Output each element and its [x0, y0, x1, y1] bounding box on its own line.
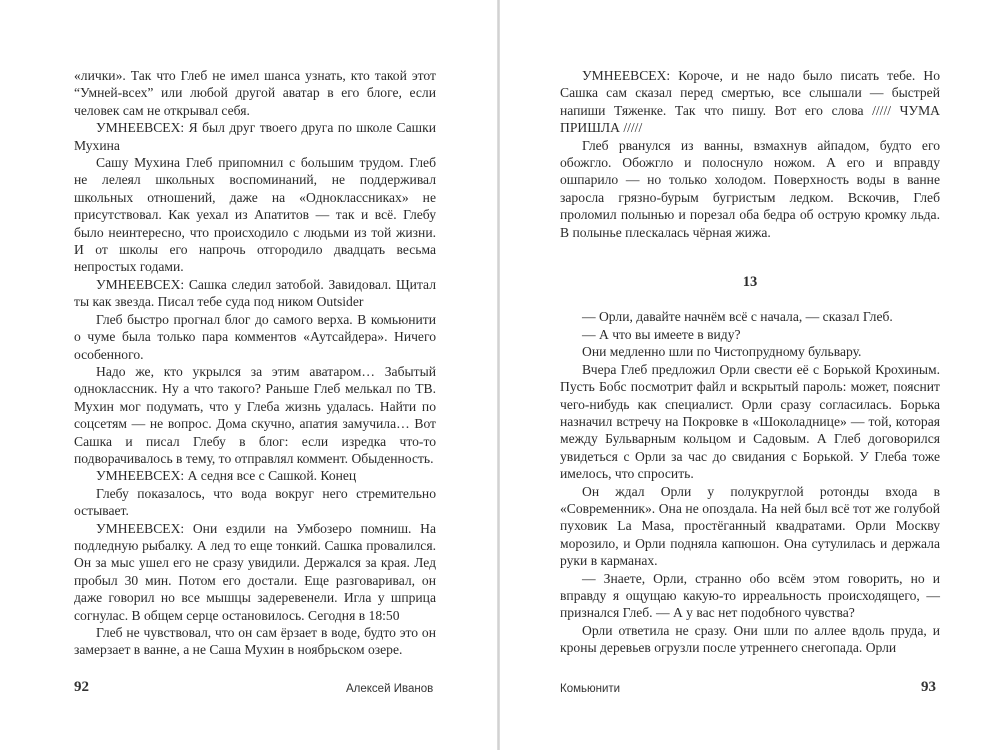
left-page-number: 92: [74, 679, 89, 695]
book-gutter: [497, 0, 500, 750]
paragraph: УМНЕЕВСЕХ: Короче, и не надо было писать тебе. Но Сашка сам сказал перед смертью, все слышали — быстрей напиши Тяженке. Так что пишу. Вот его слова ///// ЧУМА ПРИШЛА /////: [560, 68, 940, 136]
paragraph: Глеб не чувствовал, что он сам ёрзает в воде, будто это он замерзает в ванне, а не Саша Мухин в ноябрьском озере.: [74, 625, 436, 658]
paragraph: УМНЕЕВСЕХ: А седня все с Сашкой. Конец: [96, 468, 357, 484]
paragraph: Надо же, кто укрылся за этим аватаром… Забытый одноклассник. Ну а что такого? Раньше Глеб мелькал по ТВ. Мухин мог подумать, что у Глеба жизнь удалась. Найти по соцсетям — не вопрос. Дома скучно, апатия замучила… Вот Сашка и писал Глебу в блог: если изредка что-то подворачивалось в тему, то отправлял коммент. Обыденность.: [74, 363, 436, 466]
right-page: [560, 67, 940, 657]
paragraph: «лички». Так что Глеб не имел шанса узнать, кто такой этот “Умней-всех” или любой другой аватар в его блоге, если человек сам не открывал себя.: [74, 68, 436, 118]
paragraph: Глеб быстро прогнал блог до самого верха. В комьюнити о чуме была только пара комментов «Аутсайдера». Ничего особенного.: [74, 311, 436, 362]
paragraph: Они медленно шли по Чистопрудному бульвару.: [582, 344, 862, 360]
paragraph: Орли ответила не сразу. Они шли по аллее вдоль пруда, и кроны деревьев огрузли после утреннего снегопада. Орли: [560, 622, 940, 656]
right-page-number: 93: [921, 679, 936, 695]
paragraph: Глебу показалось, что вода вокруг него стремительно остывает.: [74, 485, 436, 519]
paragraph: Сашу Мухина Глеб припомнил с большим трудом. Глеб не лелеял школьных воспоминаний, не поддерживал школьных отношений, даже на «Одноклассниках» не присутствовал. Как уехал из Апатитов — так и всё. Глебу было неинтересно, что происходило с людьми из той жизни. И от школы его напрочь отгородило двадцать весьма непростых годами.: [74, 155, 436, 275]
paragraph: — А что вы имеете в виду?: [582, 326, 741, 342]
paragraph: Вчера Глеб предложил Орли свести её с Борькой Крохиным. Пусть Бобс посмотрит файл и вскрытый пароль: может, пояснит чего-нибудь как специалист. Орли сразу согласилась. Борька назначил встречу на Покровке в «Шоколаднице» — той, которая между Бульварным кольцом и Садовым. А Глеб договорился увидеться с Орли за час до свидания с Борькой. У Глеба тоже имелось, что спросить.: [560, 361, 940, 482]
left-page: [74, 67, 436, 659]
chapter-number: 13: [742, 274, 758, 291]
left-running-head: Алексей Иванов: [346, 683, 434, 695]
paragraph: УМНЕЕВСЕХ: Они ездили на Умбозеро помниш. На подледную рыбалку. А лед то еще тонкий. Сашка провалился. Он за мыс ушел его не сразу увидили. Держался за края. Лед пробыл 30 мин. Потом его достали. Еще разговаривал, он даже говорил но все мышцы задеревенели. Игла у шприца согнулас. В общем серце остановилось. Сегодня в 18:50: [74, 520, 436, 623]
right-running-head: Комьюнити: [560, 683, 621, 695]
paragraph: Он ждал Орли у полукруглой ротонды входа в «Современник». Она не опоздала. На ней был всё тот же голубой пуховик La Masa, простёганный квадратами. Орли Москву морозило, и Орли подняла капюшон. Она сутулилась и держала руки в карманах.: [560, 483, 940, 569]
paragraph: — Знаете, Орли, странно обо всём этом говорить, но и вправду я ощущаю какую-то ирреальность происходящего, — признался Глеб. — А у вас нет подобного чувства?: [560, 570, 940, 621]
paragraph: — Орли, давайте начнём всё с начала, — сказал Глеб.: [582, 309, 893, 325]
paragraph: Глеб рванулся из ванны, взмахнув айпадом, будто его обожгло. Обожгло и полоснуло ножом. А его и вправду ошпарило — но только холодом. Поверхность воды в ванне заросла грязно-бурым бугристым ледком. Вскочив, Глеб проломил полынью и порезал оба бедра об острую кромку льда. В полынье плескалась чёрная жижа.: [560, 137, 940, 240]
paragraph: УМНЕЕВСЕХ: Я был друг твоего друга по школе Сашки Мухина: [74, 120, 436, 153]
paragraph: УМНЕЕВСЕХ: Сашка следил затобой. Завидовал. Щитал ты как звезда. Писал тебе суда под ником Outsider: [74, 276, 436, 310]
